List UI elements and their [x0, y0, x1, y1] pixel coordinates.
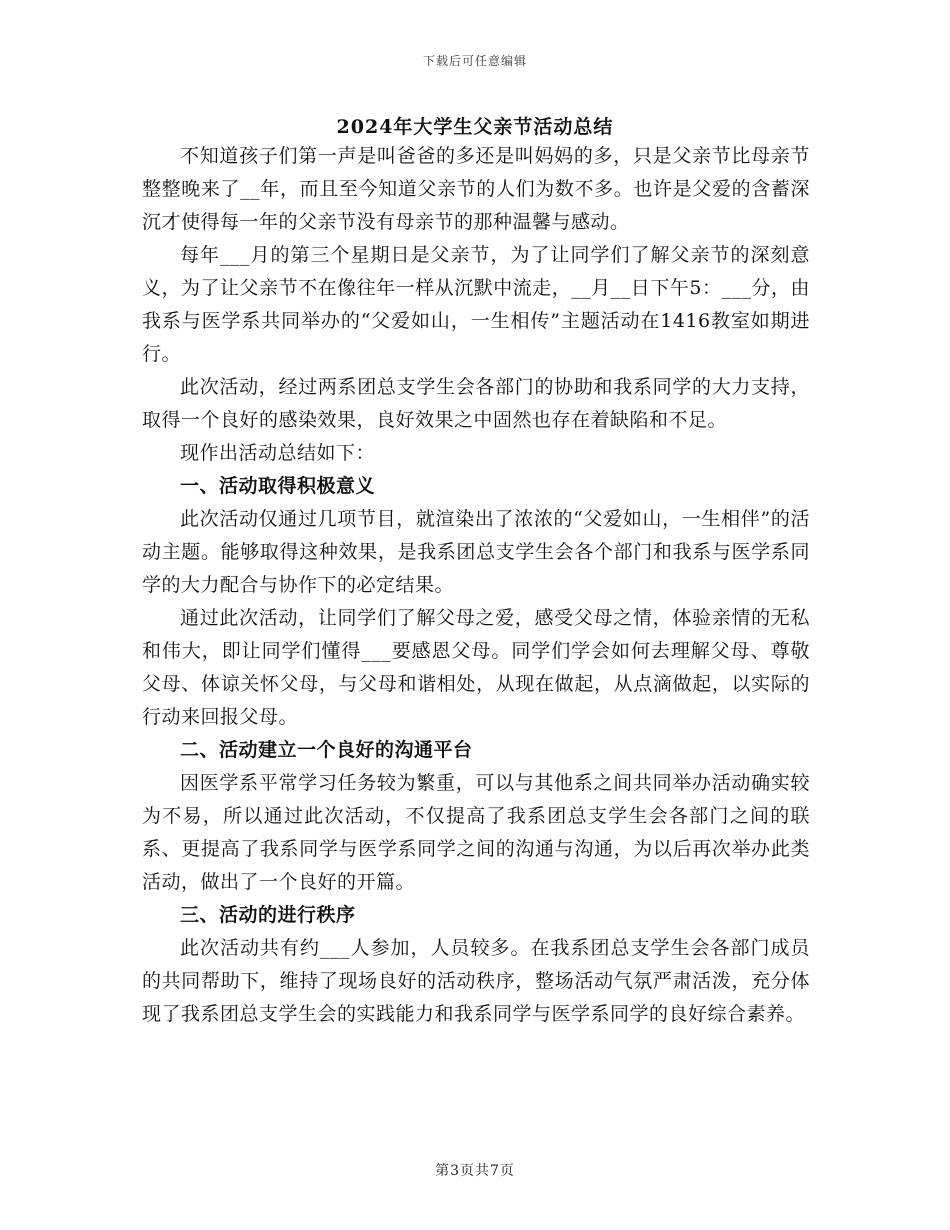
paragraph: 每年___月的第三个星期日是父亲节，为了让同学们了解父亲节的深刻意义，为了让父亲节不在像往年一样从沉默中流走，__月__日下午5：___分，由我系与医学系共同举办的“父爱如山，一生相传”主题活动在1416教室如期进行。: [142, 244, 810, 365]
page-header-note: 下载后可任意编辑: [422, 54, 527, 68]
section-heading-3: 三、活动的进行秩序: [180, 904, 356, 926]
document-title: 2024年大学生父亲节活动总结: [336, 116, 614, 138]
page-number: 第3页共7页: [435, 1163, 515, 1179]
document-body: [142, 140, 810, 1031]
paragraph: 不知道孩子们第一声是叫爸爸的多还是叫妈妈的多，只是父亲节比母亲节整整晚来了__年，而且至今知道父亲节的人们为数不多。也许是父爱的含蓄深沉才使得每一年的父亲节没有母亲节的那种温馨与感动。: [142, 145, 810, 233]
paragraph: 此次活动仅通过几项节目，就渲染出了浓浓的“父爱如山，一生相伴”的活动主题。能够取得这种效果，是我系团总支学生会各个部门和我系与医学系同学的大力配合与协作下的必定结果。: [142, 508, 810, 596]
paragraph: 现作出活动总结如下：: [180, 442, 376, 464]
paragraph: 此次活动共有约___人参加，人员较多。在我系团总支学生会各部门成员的共同帮助下，维持了现场良好的活动秩序，整场活动气氛严肃活泼，充分体现了我系团总支学生会的实践能力和我系同学与医学系同学的良好综合素养。: [142, 937, 810, 1025]
section-heading-1: 一、活动取得积极意义: [180, 475, 376, 497]
paragraph: 通过此次活动，让同学们了解父母之爱，感受父母之情，体验亲情的无私和伟大，即让同学们懂得___要感恩父母。同学们学会如何去理解父母、尊敬父母、体谅关怀父母，与父母和谐相处，从现在做起，从点滴做起，以实际的行动来回报父母。: [142, 607, 810, 728]
paragraph: 因医学系平常学习任务较为繁重，可以与其他系之间共同举办活动确实较为不易，所以通过此次活动，不仅提高了我系团总支学生会各部门之间的联系、更提高了我系同学与医学系同学之间的沟通与沟通，为以后再次举办此类活动，做出了一个良好的开篇。: [142, 772, 810, 893]
section-heading-2: 二、活动建立一个良好的沟通平台: [180, 739, 473, 761]
paragraph: 此次活动，经过两系团总支学生会各部门的协助和我系同学的大力支持，取得一个良好的感染效果，良好效果之中固然也存在着缺陷和不足。: [142, 376, 810, 431]
